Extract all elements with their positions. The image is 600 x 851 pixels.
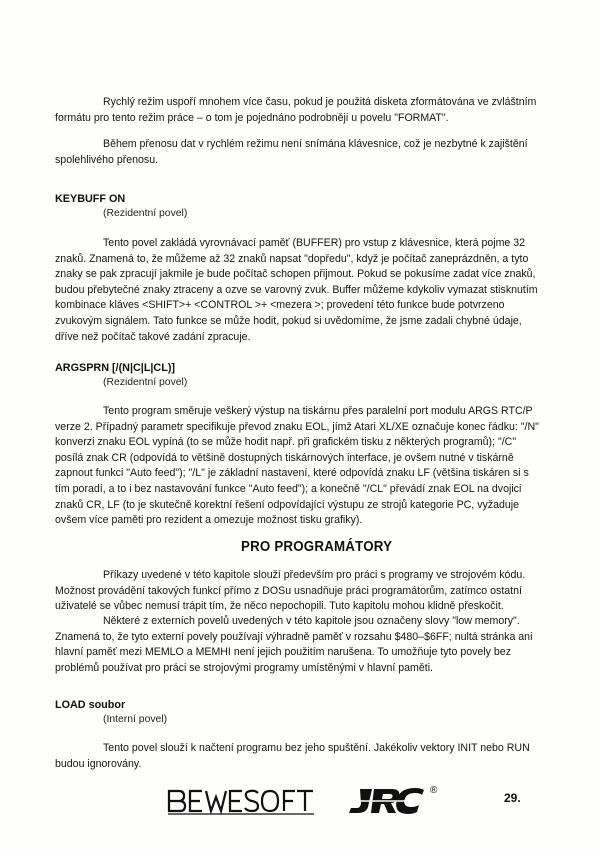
load-body: Tento povel slouží k načtení programu bez jeho spuštění. Jakékoliv vektory INIT nebo RUN budou ignorovány.: [55, 742, 530, 770]
keybuff-subtitle: (Rezidentní povel): [103, 208, 188, 219]
registered-mark: ®: [430, 785, 438, 796]
intro-paragraph-1: Rychlý režim uspoří mnohem více času, pokud je použitá disketa zformátována ve zvláštním formátu pro tento režim práce – o tom je pojednáno podrobněji u povelu "FORMAT".: [55, 96, 537, 124]
jrc-logo-graphic: [346, 785, 438, 817]
keybuff-body: Tento povel zakládá vyrovnávací paměť (BUFFER) pro vstup z klávesnice, která pojme 32 znaků. Znamená to, že můžeme až 32 znaků napsat "dopředu", když je počítač zaneprázdněn, a tyto znaky se pak zpracují jakmile je bude počítač schopen přijmout. Pokud se pokusíme zadat více znaků, budou přebytečné znaky ztraceny a ozve se varovný zvuk. Buffer můžeme kdykoliv vymazat stisknutím kombinace kláves <SHIFT>+ <CONTROL >+ <mezera >; provedení této funkce bude potvrzeno zvukovým signálem. Tato funkce se může hodit, pokud si uvědomíme, že jsme zadali chybné údaje, dříve než počítač takové zadání zpracuje.: [55, 237, 538, 343]
programmers-paragraph-2: Některé z externích povelů uvedených v této kapitole jsou označeny slovy "low memory". Znamená to, že tyto externí povely používají výhradně paměť v rozsahu $480–$6FF; nultá stránka ani hlavní paměť mezi MEMLO a MEMHI není jejich použitím narušena. To umožňuje tyto povely bez problémů používat pro práci se strojovými programy umístěnými v hlavní paměti.: [55, 615, 533, 674]
argsprn-heading: ARGSPRN [/(N|C|L|CL)]: [55, 362, 176, 374]
load-subtitle: (Interní povel): [103, 714, 168, 725]
jrc-logo: [346, 785, 438, 817]
section-title-programmers: PRO PROGRAMÁTORY: [241, 539, 393, 555]
programmers-paragraph-1: Příkazy uvedené v této kapitole slouží především pro práci s programy ve strojovém kódu. Možnost provádění takových funkcí přímo z DOSu usnadňuje práci programátorům, zatímco ostatní uživatelé se vůbec nemusí trápit tím, že něco nepochopili. Tuto kapitolu mohou klidně přeskočit.: [55, 569, 526, 613]
keybuff-heading: KEYBUFF ON: [55, 193, 126, 205]
argsprn-subtitle: (Rezidentní povel): [103, 377, 188, 388]
intro-paragraph-2: Během přenosu dat v rychlém režimu není snímána klávesnice, což je nezbytné k zajištění spolehlivého přenosu.: [55, 138, 528, 166]
bewesoft-logo: [166, 786, 316, 816]
load-heading: LOAD soubor: [55, 699, 126, 711]
bewesoft-logo-graphic: [166, 786, 316, 816]
page-number: 29.: [504, 791, 521, 805]
argsprn-body: Tento program směruje veškerý výstup na tiskárnu přes paralelní port modulu ARGS RTC/P verze 2. Případný parametr specifikuje převod znaku EOL, jímž Atari XL/XE označuje konec řádku: "/N" konverzi znaku EOL vypíná (to se může hodit např. při grafickém tisku z některých programů); "/C" posílá znak CR (odpovídá to většině dostupných tiskárnových interface, je ovšem nutné v tiskárně zapnout funkci "Auto feed"); "/L" je základní nastavení, které odpovídá znaku LF (většina tiskáren si s tím poradí, a to i bez nastavování funkce "Auto feed"); a konečně "/CL" převádí znak EOL na dvojici znaků CR, LF (to je skutečně korektní řešení odpovídající výstupu ze strojů kategorie PC, vyžaduje ovšem více paměti pro rezident a omezuje možnost tisku grafiky).: [55, 405, 539, 527]
